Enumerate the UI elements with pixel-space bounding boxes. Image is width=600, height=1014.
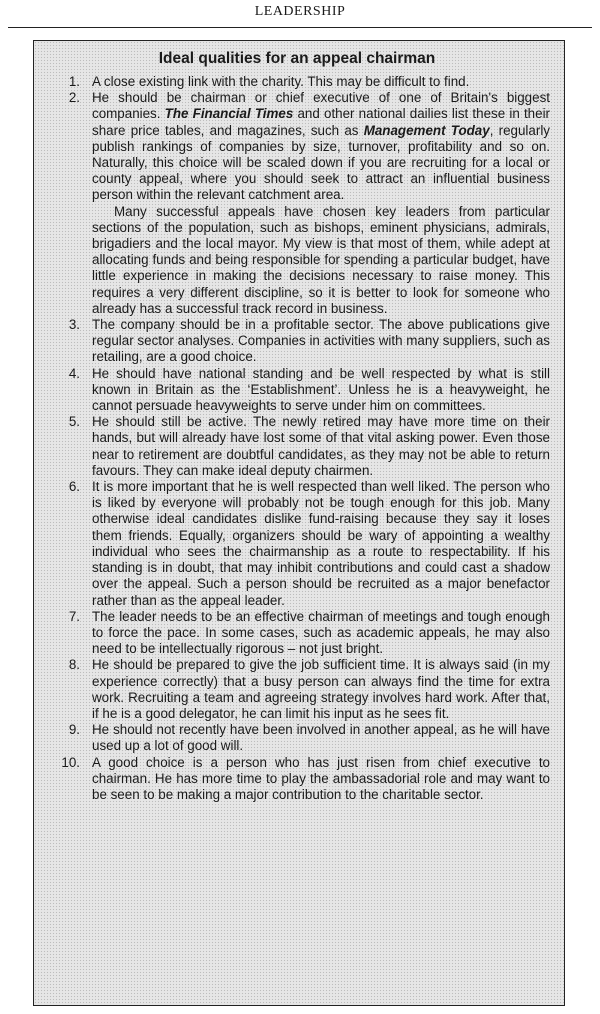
item-text: He should not recently have been involved in another appeal, as he will have used up a lot of good will. — [92, 722, 550, 754]
qualities-box — [33, 40, 565, 1006]
item-paragraph — [92, 90, 550, 203]
item-paragraph — [92, 657, 550, 722]
publication-title: The Financial Times — [164, 106, 294, 122]
item-number: 10. — [61, 754, 80, 770]
list-item — [44, 317, 550, 366]
list-item — [44, 755, 550, 804]
item-text: A close existing link with the charity. This may be difficult to find. — [92, 74, 470, 89]
item-number: 9. — [68, 722, 80, 738]
item-text: He should have national standing and be well respected by what is still known in Britain as the ‘Establishment’. Unless he is a heavyweight, he cannot persuade heavyweights to serve under him on committees. — [92, 365, 550, 414]
item-number: 3. — [68, 317, 80, 333]
list-item — [44, 414, 550, 479]
item-paragraph — [92, 755, 550, 804]
header-rule — [8, 27, 592, 28]
item-text: He should be prepared to give the job sufficient time. It is always said (in my experience correctly) that a busy person can always find the time for extra work. Recruiting a team and agreeing strategy involves hard work. After that, if he is a good delegator, he can limit his input as he sees fit. — [92, 657, 550, 721]
list-item — [44, 479, 550, 609]
list-item — [44, 722, 550, 754]
item-text: Many successful appeals have chosen key leaders from particular sections of the population, such as bishops, eminent physicians, admirals, brigadiers and the local mayor. My view is that most of them, while adept at allocating funds and being responsible for spending a particular budget, have little experience in making the decisions necessary to raise money. This requires a very different discipline, so it is better to look for someone who already has a successful track record in business. — [92, 203, 550, 316]
item-text: He should still be active. The newly retired may have more time on their hands, but will already have lost some of that vital asking power. Even those near to retirement are doubtful candidates, as they may not be able to return favours. They can make ideal deputy chairmen. — [92, 414, 550, 478]
publication-title: Management Today — [363, 122, 490, 138]
list-item — [44, 609, 550, 658]
list-item — [44, 74, 550, 90]
box-title: Ideal qualities for an appeal chairman — [158, 50, 436, 67]
item-number: 8. — [68, 657, 80, 673]
list-item — [44, 366, 550, 415]
item-text: A good choice is a person who has just risen from chief executive to chairman. He has more time to play the ambassadorial role and may want to be seen to be making a major contribution to the charitable sector. — [92, 754, 550, 802]
item-paragraph — [92, 722, 550, 754]
item-paragraph — [92, 204, 550, 317]
item-number: 2. — [68, 90, 80, 106]
item-text: The leader needs to be an effective chairman of meetings and tough enough to force the pace. In some cases, such as academic appeals, he may also need to be intellectually rigorous – not just bright. — [92, 608, 550, 657]
item-paragraph — [92, 479, 550, 609]
item-text: He should be chairman or chief executive of one of Britain's biggest companies. — [92, 90, 550, 122]
item-text: It is more important that he is well respected than well liked. The person who is liked by everyone will probably not be tough enough for this job. Many otherwise ideal candidates dislike fund-raising because they say it loses them friends. Equally, organizers should be wary of appointing a wealthy individual who sees the chairmanship as a route to respectability. If his standing is in doubt, that may inhibit contributions and could cast a shadow over the appeal. Such a person should be recruited as a major benefactor rather than as the appeal leader. — [92, 479, 550, 608]
item-number: 6. — [68, 479, 80, 495]
list-item — [44, 90, 550, 317]
item-text: The company should be in a profitable sector. The above publications give regular sector analyses. Companies in activities with many suppliers, such as retailing, are a good choice. — [92, 317, 550, 365]
qualities-list — [44, 74, 550, 803]
running-head: LEADERSHIP — [254, 4, 346, 19]
list-item — [44, 657, 550, 722]
item-number: 4. — [68, 365, 80, 381]
item-paragraph — [92, 366, 550, 415]
item-text: and other national dailies list these in their share price tables, and magazines, such as — [92, 106, 551, 138]
item-number: 5. — [68, 414, 80, 430]
item-paragraph — [92, 317, 550, 366]
item-number: 1. — [68, 74, 80, 89]
item-paragraph — [92, 414, 550, 479]
item-text: , regularly publish rankings of companies by size, turnover, profitability and so on. Naturally, this choice will be scaled down if you are recruiting for a local or county appeal, where you should seek to attract an influential business person within the relevant catchment area. — [92, 122, 550, 203]
item-paragraph — [92, 74, 550, 90]
item-number: 7. — [68, 608, 80, 624]
item-paragraph — [92, 609, 550, 658]
